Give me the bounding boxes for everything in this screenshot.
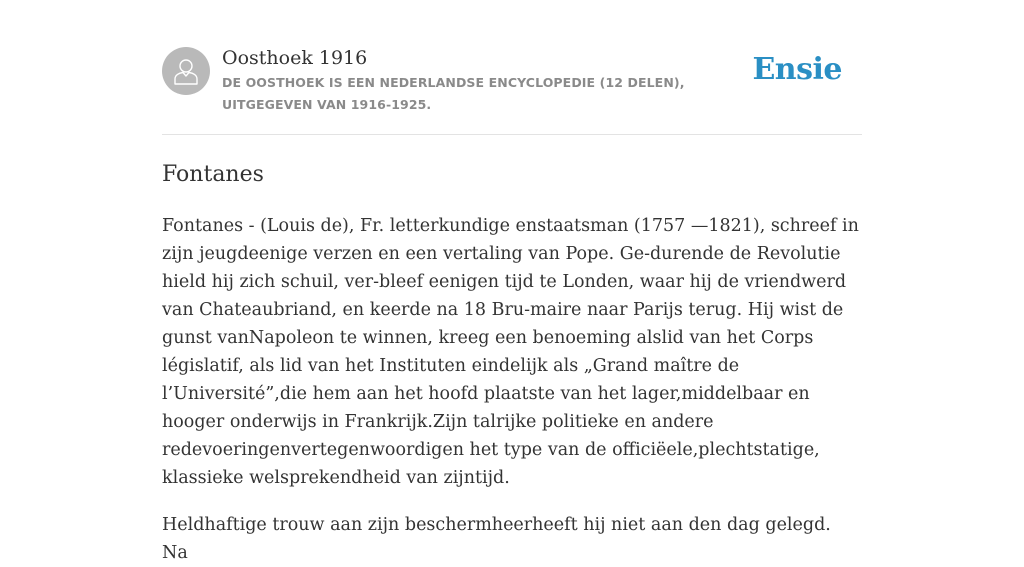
article-title: Fontanes <box>162 162 264 187</box>
user-icon <box>173 57 199 85</box>
source-info <box>222 46 752 116</box>
avatar[interactable] <box>162 47 210 95</box>
article-body <box>162 212 862 567</box>
source-description: DE OOSTHOEK IS EEN NEDERLANDSE ENCYCLOPEDIE (12 DELEN), UITGEGEVEN VAN 1916-1925. <box>222 75 685 112</box>
article-paragraph: Heldhaftige trouw aan zijn beschermheerheeft hij niet aan den dag gelegd. Na <box>162 515 831 563</box>
source-header <box>162 46 862 135</box>
article-paragraph: Fontanes - (Louis de), Fr. letterkundige enstaatsman (1757 —1821), schreef in zijn jeugdeenige verzen en een vertaling van Pope. Ge-durende de Revolutie hield hij zich schuil, ver-bleef eenigen tijd te Londen, waar hij de vriendwerd van Chateaubriand, en keerde na 18 Bru-maire naar Parijs terug. Hij wist de gunst vanNapoleon te winnen, kreeg een benoeming alslid van het Corps législatif, als lid van het Instituten eindelijk als „Grand maître de l’Université”,die hem aan het hoofd plaatste van het lager,middelbaar en hooger onderwijs in Frankrijk.Zijn talrijke politieke en andere redevoeringenvertegenwoordigen het type van de officiëele,plechtstatige, klassieke welsprekendheid van zijntijd. <box>162 216 859 488</box>
ensie-logo[interactable]: Ensie <box>752 52 842 87</box>
page <box>162 0 862 567</box>
source-title[interactable]: Oosthoek 1916 <box>222 47 368 69</box>
